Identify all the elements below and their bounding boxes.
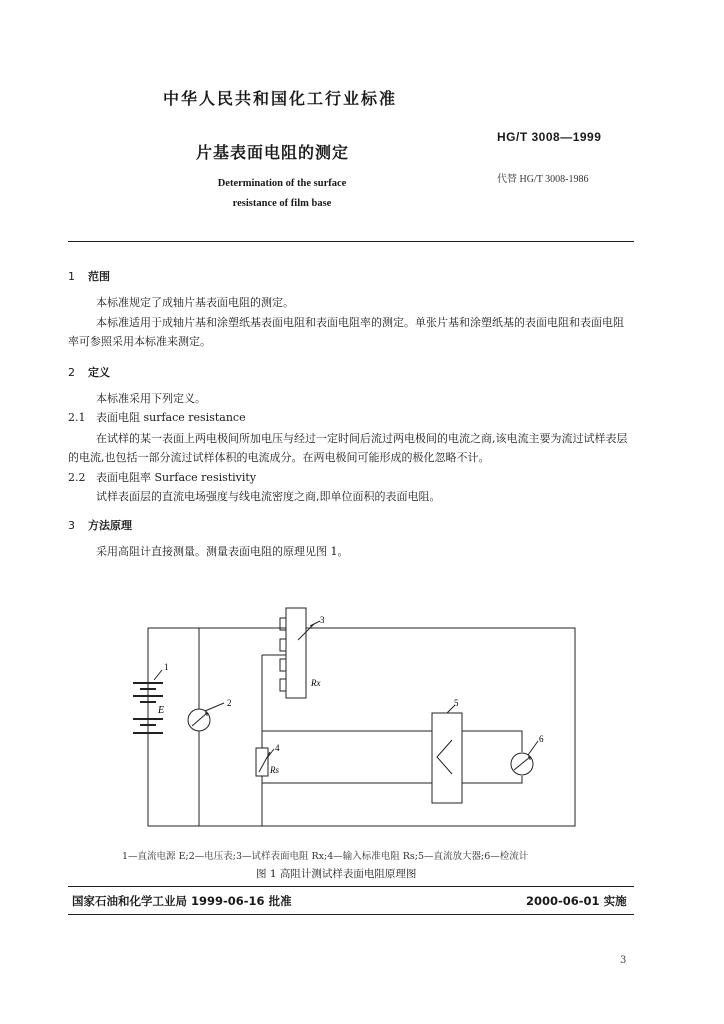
label-3: 3 xyxy=(320,615,325,625)
amplifier-symbol xyxy=(437,740,452,774)
section-3-title: 方法原理 xyxy=(88,519,132,532)
definition-2-1-text: 在试样的某一表面上两电极间所加电压与经过一定时间后流过两电极间的电流之商,该电流主要为流过试样表层的电流,也包括一部分流过试样体积的电流成分。在两电极间可能形成的极化忽略不计。 xyxy=(68,432,628,464)
standard-code: HG/T 3008—1999 xyxy=(497,130,602,144)
wire-amplifier xyxy=(262,731,522,783)
figure-caption: 图 1 高阻计测试样表面电阻原理图 xyxy=(256,868,417,880)
label-e: E xyxy=(158,705,165,716)
label-4: 4 xyxy=(275,743,280,753)
definition-2-2-number: 2.2 xyxy=(68,471,86,484)
replaced-standard: 代替 HG/T 3008-1986 xyxy=(497,174,589,185)
standard-title-cn: 片基表面电阻的测定 xyxy=(196,143,350,162)
wire-outer-loop xyxy=(148,628,286,826)
section-1-para-1: 本标准规定了成轴片基表面电阻的测定。 xyxy=(96,296,294,309)
section-1-title: 范围 xyxy=(88,270,110,283)
electrode-bar xyxy=(286,608,306,698)
section-2-intro: 本标准采用下列定义。 xyxy=(96,392,206,405)
section-2-title: 定义 xyxy=(88,366,110,379)
implementation-date: 2000-06-01 实施 xyxy=(526,894,627,908)
label-6: 6 xyxy=(539,734,544,744)
section-1-para-2: 本标准适用于成轴片基和涂塑纸基表面电阻和表面电阻率的测定。单张片基和涂塑纸基的表面电阻和表面电阻率可参照采用本标准来测定。 xyxy=(68,316,624,348)
footer-rule-top xyxy=(68,886,634,887)
issue-date: 国家石油和化学工业局 1999-06-16 批准 xyxy=(72,894,292,908)
label-2: 2 xyxy=(227,698,232,708)
label-5: 5 xyxy=(454,698,459,708)
definition-2-1-number: 2.1 xyxy=(68,411,86,424)
amplifier-box xyxy=(432,713,462,803)
definition-2-1-term: 表面电阻 surface resistance xyxy=(96,411,246,424)
label-rs: Rs xyxy=(270,765,279,775)
section-2-number: 2 xyxy=(68,366,75,379)
section-3-number: 3 xyxy=(68,519,75,532)
footer-rule-bottom xyxy=(68,914,634,915)
section-3-para-1: 采用高阻计直接测量。测量表面电阻的原理见图 1。 xyxy=(96,545,349,558)
issuing-organization: 中华人民共和国化工行业标准 xyxy=(163,89,398,108)
label-1: 1 xyxy=(164,662,169,672)
definition-2-2-text: 试样表面层的直流电场强度与线电流密度之商,即单位面积的表面电阻。 xyxy=(96,490,441,503)
section-1-number: 1 xyxy=(68,270,75,283)
wire-right-loop xyxy=(262,628,575,826)
definition-2-2-term: 表面电阻率 Surface resistivity xyxy=(96,471,257,484)
wire-resistor-branch xyxy=(262,655,286,826)
figure-legend: 1—直流电源 E;2—电压表;3—试样表面电阻 Rx;4—输入标准电阻 Rs;5—直流放大器;6—检流计 xyxy=(122,851,529,862)
label-rx: Rx xyxy=(311,678,321,688)
standard-title-en-line2: resistance of film base xyxy=(232,198,332,209)
standard-title-en-line1: Determination of the surface xyxy=(217,178,347,189)
page-number: 3 xyxy=(620,955,627,966)
standard-resistor xyxy=(256,748,268,776)
